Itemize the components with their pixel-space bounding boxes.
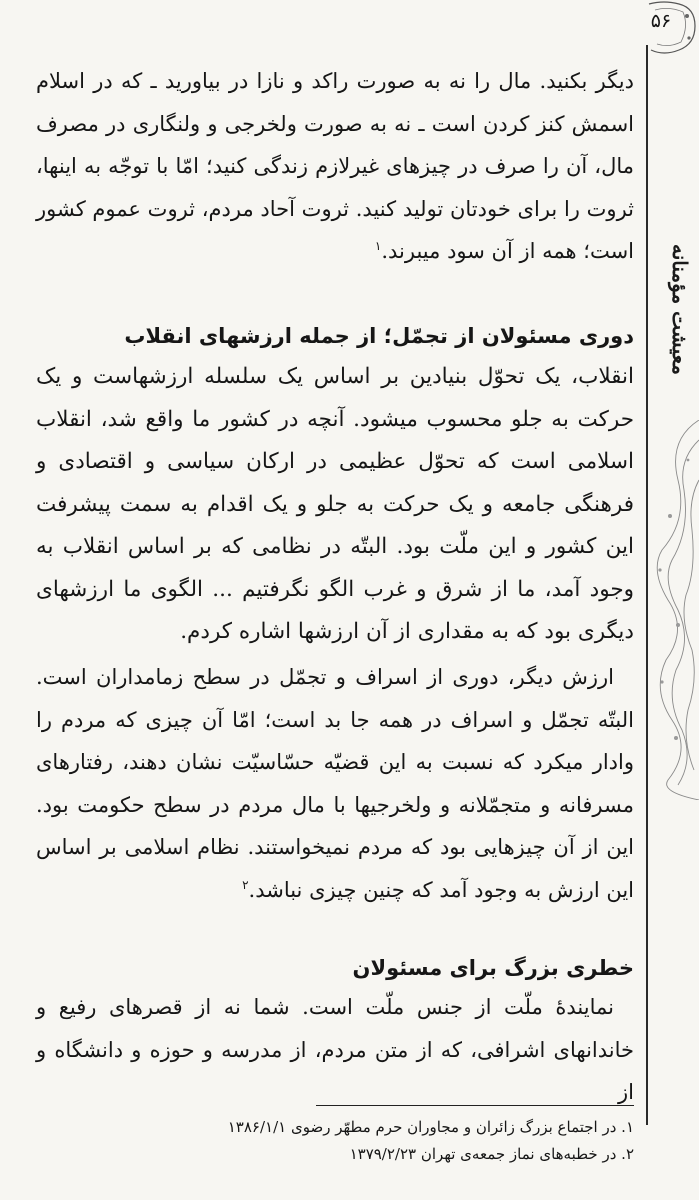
side-ornament-icon [648, 420, 699, 800]
footnote-marker: ۱ [374, 239, 382, 253]
body-paragraph: نمایندهٔ ملّت از جنس ملّت است. شما نه از قصرهای رفیع و خاندانهای اشرافی، که از متن مردم، از مدرسه و حوزه و دانشگاه و از [36, 995, 634, 1104]
section-heading: دوری مسئولان از تجمّل؛ از جمله ارزشهای انقلاب [124, 324, 634, 348]
footnote-separator [316, 1105, 634, 1106]
footnote: ۲. در خطبه‌های نماز جمعه‌ی تهران ۱۳۷۹/۲/۲۳ [349, 1145, 634, 1163]
running-title: معیشت مؤمنانه [668, 244, 692, 376]
body-paragraph: دیگر بکنید. مال را نه به صورت راکد و نازا در بیاورید ـ که در اسلام اسمش کنز کردن است ـ نه به صورت ولخرجی و ولنگاری در مصرف مال، آن را صرف در چیزهای غیرلازم زندگی کنید؛ امّا با توجّه به اینها، ثروت را برای خودتان تولید کنید. ثروت آحاد مردم، ثروت عموم کشور است؛ همه از آن سود میبرند.$^۱$ [36, 69, 634, 263]
footnotes [36, 1114, 634, 1168]
footnote: ۱. در اجتماع بزرگ زائران و مجاوران حرم مطهّر رضوی ۱۳۸۶/۱/۱ [227, 1118, 634, 1136]
footnote-marker: ۲ [242, 877, 249, 892]
page-number: ۵۶ [650, 10, 672, 32]
body-paragraph: ارزش دیگر، دوری از اسراف و تجمّل در سطح زمامداران است. البتّه تجمّل و اسراف در همه جا بد است؛ امّا آن چیزی که مردم را وادار میکرد که نسبت به این قضیّه حسّاسیّت نشان دهند، رفتارهای مسرفانه و متجمّلانه و ولخرجیها با مال مردم در سطح حکومت بود. این از آن چیزهایی بود که مردم نمیخواستند. نظام اسلامی بر اساس این ارزش به وجود آمد که چنین چیزی نباشد.$^۲$ [36, 665, 634, 902]
section-heading: خطری بزرگ برای مسئولان [352, 956, 634, 980]
body-paragraph: انقلاب، یک تحوّل بنیادین بر اساس یک سلسله ارزشهاست و یک حرکت به جلو محسوب میشود. آنچه در کشور ما واقع شد، انقلاب اسلامی است که تحوّل عظیمی در ارکان سیاسی و اقتصادی و فرهنگی جامعه و یک حرکت به جلو و یک اقدام به سمت پیشرفت این کشور و این ملّت بود. البتّه در نظامی که بر اساس انقلاب به وجود آمد، ما از شرق و غرب الگو نگرفتیم ... الگوی ما ارزشهای دیگری بود که به مقداری از آن ارزشها اشاره کردم. [36, 364, 634, 644]
